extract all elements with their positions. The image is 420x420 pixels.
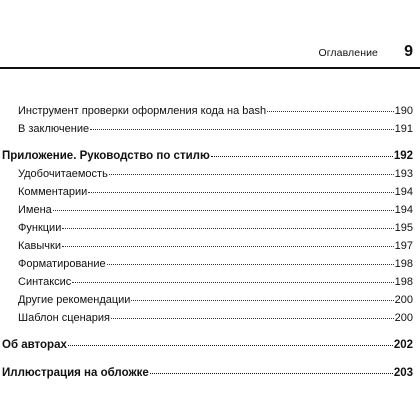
toc-chapter-page: 192	[393, 150, 413, 162]
toc-chapter-page: 203	[393, 367, 413, 379]
toc-entry-page: 198	[394, 276, 413, 288]
toc-dot-leader	[131, 299, 393, 301]
toc-dot-leader	[62, 245, 394, 247]
toc-entry-label: Имена	[18, 204, 52, 216]
toc-entry[interactable]	[18, 257, 413, 271]
toc-entry[interactable]	[18, 221, 413, 235]
toc-chapter-label: Приложение. Руководство по стилю	[2, 150, 210, 162]
toc-dot-leader	[150, 372, 393, 374]
toc-entry-page: 191	[394, 123, 413, 135]
toc-entry-label: Кавычки	[18, 240, 61, 252]
toc-entry-label: Другие рекомендации	[18, 294, 131, 306]
toc-dot-leader	[72, 281, 393, 283]
toc-dot-leader	[211, 155, 393, 157]
toc-entry-label: Шаблон сценария	[18, 312, 111, 324]
toc-dot-leader	[88, 191, 393, 193]
toc-entry-label: Комментарии	[18, 186, 88, 198]
toc-entry[interactable]	[18, 239, 413, 253]
toc-entry-label: Синтаксис	[18, 276, 72, 288]
toc-entry[interactable]	[18, 275, 413, 289]
toc-chapter-label: Об авторах	[2, 339, 67, 351]
toc-entry[interactable]	[18, 203, 413, 217]
toc-entry-label: Функции	[18, 222, 62, 234]
toc-entry[interactable]	[18, 104, 413, 118]
toc-entry-page: 194	[394, 186, 413, 198]
toc-entry[interactable]	[18, 293, 413, 307]
toc-entry-page: 200	[394, 312, 413, 324]
running-header-title: Оглавление	[318, 47, 378, 59]
toc-dot-leader	[111, 317, 394, 319]
toc-dot-leader	[109, 173, 394, 175]
toc-chapter-entry[interactable]	[2, 366, 413, 380]
toc-entry[interactable]	[18, 185, 413, 199]
toc-chapter-entry[interactable]	[2, 149, 413, 163]
toc-dot-leader	[90, 128, 394, 130]
toc-chapter-entry[interactable]	[2, 338, 413, 352]
toc-entry-page: 194	[394, 204, 413, 216]
toc-dot-leader	[53, 209, 394, 211]
toc-entry-page: 198	[394, 258, 413, 270]
toc-entry-label: Удобочитаемость	[18, 168, 108, 180]
toc-entry-label: В заключение	[18, 123, 90, 135]
toc-dot-leader	[107, 263, 394, 265]
toc-entry[interactable]	[18, 167, 413, 181]
toc-dot-leader	[68, 344, 393, 346]
toc-chapter-label: Иллюстрация на обложке	[2, 367, 149, 379]
toc-entry-label: Инструмент проверки оформления кода на bash	[18, 105, 267, 117]
toc-dot-leader	[267, 110, 394, 112]
toc-chapter-page: 202	[393, 339, 413, 351]
toc-dot-leader	[62, 227, 393, 229]
toc-entry-page: 197	[394, 240, 413, 252]
running-header-page-number: 9	[404, 43, 413, 60]
toc-entry-page: 195	[394, 222, 413, 234]
toc-entry-label: Форматирование	[18, 258, 106, 270]
toc-entry[interactable]	[18, 311, 413, 325]
toc-entry-page: 200	[394, 294, 413, 306]
toc-entry[interactable]	[18, 122, 413, 136]
toc-entry-page: 190	[394, 105, 413, 117]
toc-entry-page: 193	[394, 168, 413, 180]
